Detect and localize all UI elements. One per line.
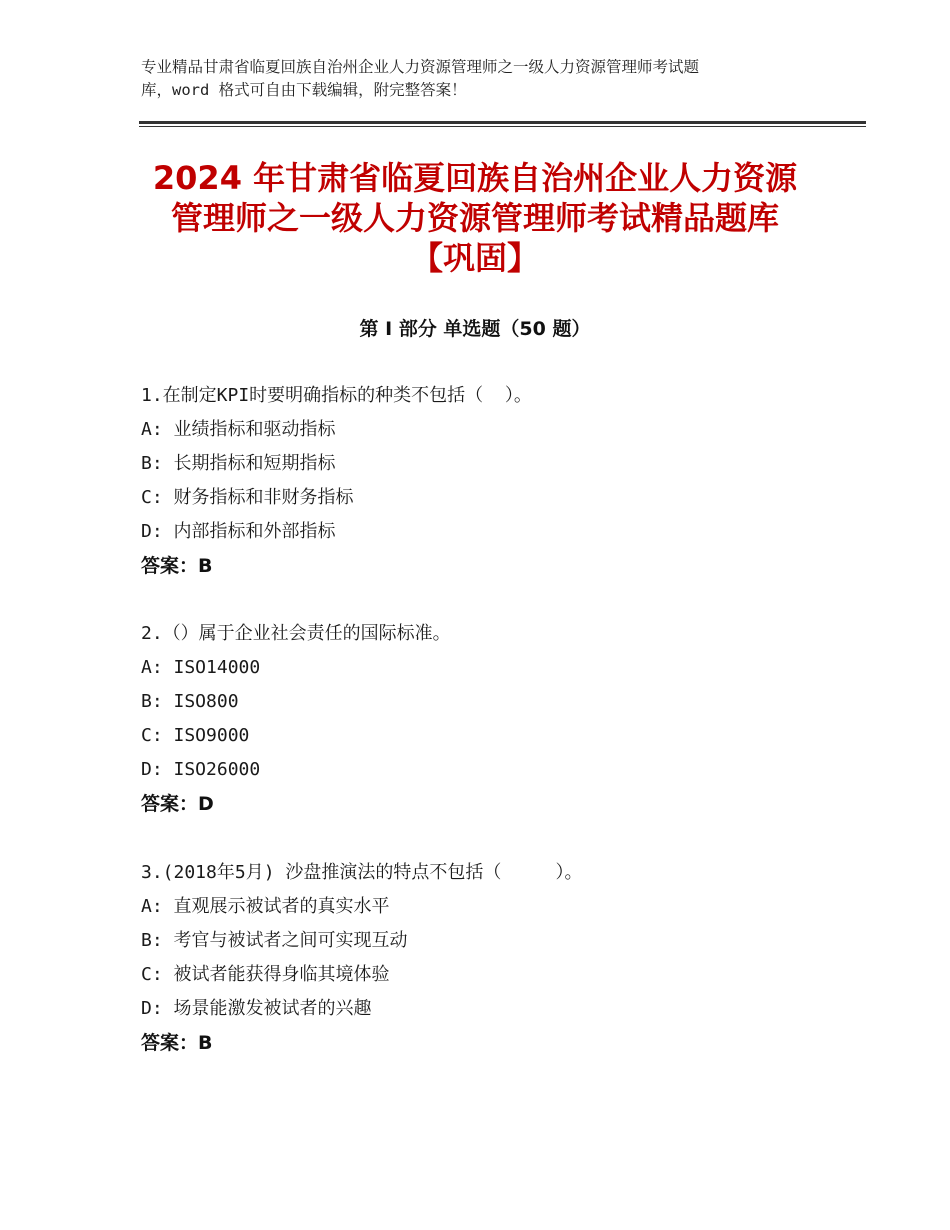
- title-line-2: 管理师之一级人力资源管理师考试精品题库: [170, 199, 779, 237]
- answer-label: 答案：D: [141, 793, 214, 815]
- header-note-line-1: 专业精品甘肃省临夏回族自治州企业人力资源管理师之一级人力资源管理师考试题: [141, 58, 700, 76]
- document-title: [100, 158, 850, 278]
- option-c: C: ISO9000: [141, 725, 250, 746]
- question-stem: 3.(2018年5月) 沙盘推演法的特点不包括（ ）。: [141, 862, 583, 883]
- title-line-3: 【巩固】: [410, 239, 539, 277]
- option-b: B: 考官与被试者之间可实现互动: [141, 930, 408, 951]
- question-2: [141, 617, 841, 821]
- answer-label: 答案：B: [141, 555, 213, 577]
- question-3: [141, 856, 841, 1060]
- option-d: D: ISO26000: [141, 759, 261, 780]
- title-line-1: 2024 年甘肃省临夏回族自治州企业人力资源: [152, 159, 798, 197]
- option-c: C: 被试者能获得身临其境体验: [141, 964, 390, 985]
- question-stem: 2.（）属于企业社会责任的国际标准。: [141, 623, 451, 644]
- question-stem: 1.在制定KPI时要明确指标的种类不包括（ ）。: [141, 385, 532, 406]
- option-d: D: 内部指标和外部指标: [141, 521, 336, 542]
- header-rule-thin: [139, 126, 866, 127]
- option-a: A: 业绩指标和驱动指标: [141, 419, 336, 440]
- option-a: A: 直观展示被试者的真实水平: [141, 896, 390, 917]
- option-a: A: ISO14000: [141, 657, 261, 678]
- option-b: B: 长期指标和短期指标: [141, 453, 336, 474]
- answer-label: 答案：B: [141, 1032, 213, 1054]
- option-d: D: 场景能激发被试者的兴趣: [141, 998, 372, 1019]
- header-note-line-2: 库，word 格式可自由下载编辑，附完整答案！: [141, 81, 467, 99]
- header-rule-thick: [139, 121, 866, 124]
- section-title: 第 I 部分 单选题（50 题）: [359, 318, 591, 340]
- header-note: [141, 56, 821, 102]
- option-c: C: 财务指标和非财务指标: [141, 487, 354, 508]
- option-b: B: ISO800: [141, 691, 239, 712]
- question-1: [141, 379, 841, 583]
